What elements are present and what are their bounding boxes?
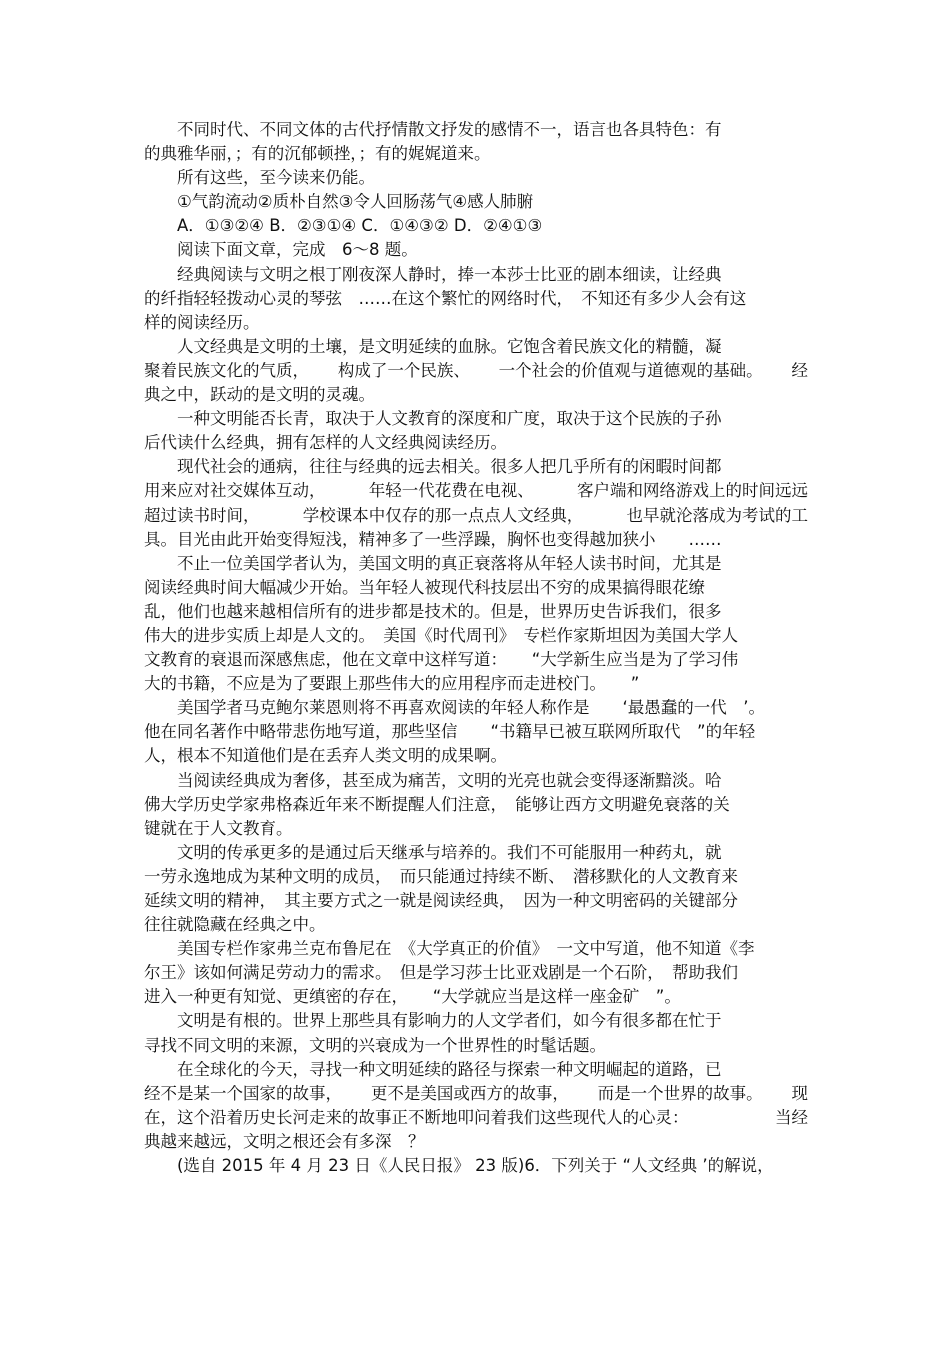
text-line: 典之中，跃动的是文明的灵魂。: [144, 385, 375, 405]
text-line: 进入一种更有知觉、更缜密的存在， “大学就应当是这样一座金矿 ”。: [144, 987, 681, 1007]
text-line: [144, 1082, 808, 1106]
text-line: [144, 504, 808, 528]
text-segment: 现: [791, 1083, 808, 1103]
text-line: 所有这些，至今读来仍能。: [144, 168, 375, 188]
text-line: 人文经典是文明的土壤，是文明延续的血脉。它饱含着民族文化的精髓，凝: [144, 336, 722, 356]
text-line: [144, 1106, 808, 1130]
text-line: 典越来越远，文明之根还会有多深 ？: [144, 1131, 425, 1151]
text-line: 尔王》该如何满足劳动力的需求。 但是学习莎士比亚戏剧是一个石阶， 帮助我们: [144, 963, 738, 983]
text-segment: 更不是美国或西方的故事，: [370, 1083, 569, 1103]
text-segment: 一个社会的价值观与道德观的基础。: [498, 360, 763, 380]
text-line: [144, 479, 808, 503]
text-segment: 而是一个世界的故事。: [597, 1083, 763, 1103]
text-segment: 也早就沦落成为考试的工: [626, 505, 808, 525]
text-line: 现代社会的通病，往往与经典的远去相关。很多人把几乎所有的闲暇时间都: [144, 457, 722, 477]
text-line: 的典雅华丽，；有的沉郁顿挫，；有的娓娓道来。: [144, 144, 491, 164]
text-segment: 经: [791, 360, 808, 380]
text-line: 不止一位美国学者认为，美国文明的真正衰落将从年轻人读书时间，尤其是: [144, 553, 722, 573]
text-line: 美国专栏作家弗兰克布鲁尼在 《大学真正的价值》 一文中写道，他不知道《李: [144, 939, 755, 959]
text-line: 在全球化的今天，寻找一种文明延续的路径与探索一种文明崛起的道路，已: [144, 1059, 722, 1079]
text-segment: 经不是某一个国家的故事，: [144, 1083, 342, 1103]
text-segment: 聚着民族文化的气质，: [144, 360, 309, 380]
text-line: 他在同名著作中略带悲伤地写道，那些坚信 “书籍早已被互联网所取代 ”的年轻: [144, 722, 756, 742]
text-line: 当阅读经典成为奢侈，甚至成为痛苦，文明的光亮也就会变得逐渐黯淡。哈: [144, 770, 722, 790]
text-line: 后代读什么经典，拥有怎样的人文经典阅读经历。: [144, 433, 507, 453]
text-segment: 学校课本中仅存的那一点点人文经典，: [302, 505, 584, 525]
document-page: [144, 118, 808, 1178]
text-segment: 用来应对社交媒体互动，: [144, 481, 326, 501]
text-segment: 构成了一个民族、: [337, 360, 470, 380]
text-line: 延续文明的精神， 其主要方式之一就是阅读经典， 因为一种文明密码的关键部分: [144, 891, 738, 910]
text-line: 寻找不同文明的来源，文明的兴衰成为一个世界性的时髦话题。: [144, 1035, 606, 1055]
text-line: 乱，他们也越来越相信所有的进步都是技术的。但是，世界历史告诉我们，很多: [144, 601, 722, 621]
text-line: A．①③②④ B．②③①④ C．①④③② D．②④①③: [144, 216, 543, 236]
text-line: 不同时代、不同文体的古代抒情散文抒发的感情不一，语言也各具特色：有: [144, 120, 722, 139]
text-line: 一种文明能否长青，取决于人文教育的深度和广度，取决于这个民族的子孙: [144, 409, 722, 429]
text-line: 文明的传承更多的是通过后天继承与培养的。我们不可能服用一种药丸，就: [144, 842, 722, 862]
text-line: 往往就隐藏在经典之中。: [144, 915, 326, 935]
text-line: 经典阅读与文明之根丁刚夜深人静时，捧一本莎士比亚的剧本细读，让经典: [144, 264, 722, 284]
text-line: ①气韵流动②质朴自然③令人回肠荡气④感人肺腑: [144, 192, 534, 212]
text-line: [144, 359, 808, 383]
text-line: 文教育的衰退而深感焦虑，他在文章中这样写道： “大学新生应当是为了学习伟: [144, 650, 739, 670]
text-segment: 年轻一代花费在电视、: [368, 481, 534, 501]
text-line: 佛大学历史学家弗格森近年来不断提醒人们注意， 能够让西方文明避免衰落的关: [144, 794, 730, 814]
text-segment: 超过读书时间，: [144, 505, 260, 525]
text-line: (选自 2015 年 4 月 23 日《人民日报》 23 版)6．下列关于 “人文经典 ’的解说，: [144, 1156, 774, 1176]
text-line: 键就在于人文教育。: [144, 818, 293, 838]
text-line: 大的书籍，不应是为了要跟上那些伟大的应用程序而走进校门。 ”: [144, 674, 640, 694]
text-line: 人，根本不知道他们是在丢弃人类文明的成果啊。: [144, 746, 507, 766]
text-line: 的纤指轻轻拨动心灵的琴弦 ……在这个繁忙的网络时代， 不知还有多少人会有这: [144, 288, 747, 308]
text-segment: 当经: [775, 1107, 808, 1127]
text-line: 伟大的进步实质上却是人文的。 美国《时代周刊》 专栏作家斯坦因为美国大学人: [144, 625, 738, 645]
text-line: 样的阅读经历。: [144, 312, 260, 332]
text-line: 一劳永逸地成为某种文明的成员， 而只能通过持续不断、 潜移默化的人文教育来: [144, 866, 738, 886]
text-line: 文明是有根的。世界上那些具有影响力的人文学者们，如今有很多都在忙于: [144, 1011, 722, 1031]
text-line: 阅读经典时间大幅减少开始。当年轻人被现代科技层出不穷的成果搞得眼花缭: [144, 577, 705, 597]
text-line: 阅读下面文章，完成 6～8 题。: [144, 240, 418, 260]
text-line: 具。目光由此开始变得短浅，精神多了一些浮躁，胸怀也变得越加狭小 ……: [144, 529, 722, 549]
text-line: 美国学者马克鲍尔莱恩则将不再喜欢阅读的年轻人称作是 ‘最愚蠢的一代 ’。: [144, 698, 765, 718]
text-segment: 在，这个沿着历史长河走来的故事正不断地叩问着我们这些现代人的心灵：: [144, 1107, 689, 1127]
text-segment: 客户端和网络游戏上的时间远远: [577, 481, 808, 501]
